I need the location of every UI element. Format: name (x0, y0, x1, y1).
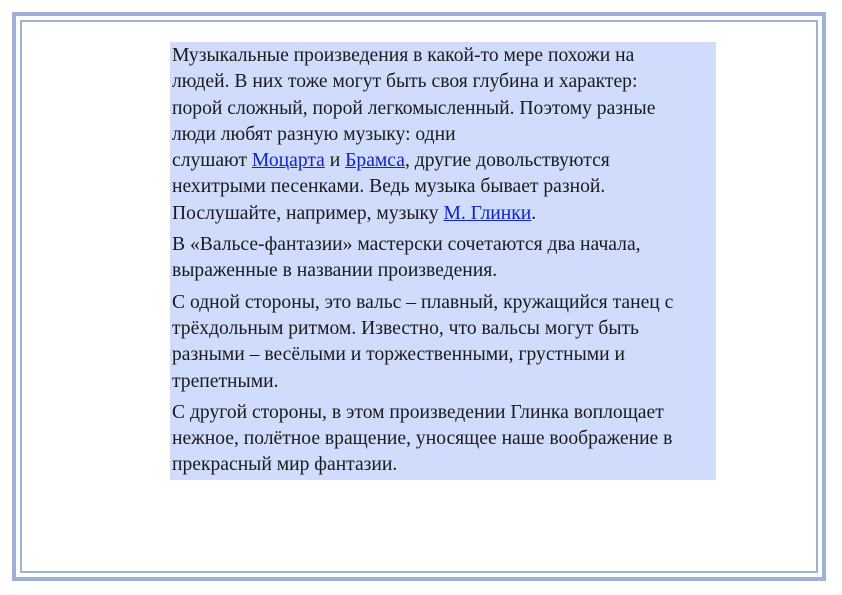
paragraph-waltz-fantasy: В «Вальсе-фантазии» мастерски сочетаются два начала, выраженные в названии произведения. (172, 234, 641, 282)
paragraph-waltz-side: С одной стороны, это вальс – плавный, кружащийся танец с трёхдольным ритмом. Известно, что вальсы могут быть разными – весёлыми и торжественными, грустными и трепетными. (172, 291, 674, 392)
intro-line-1: Музыкальные произведения в какой-то мере похожи на (172, 45, 635, 66)
intro-line-3: порой сложный, порой легкомысленный. Поэтому разные (172, 97, 656, 119)
intro-line-4: люди любят разную музыку: одни (172, 123, 456, 145)
intro-line-2: людей. В них тоже могут быть своя глубина и характер: (172, 71, 638, 93)
mozart-link[interactable]: Моцарта (251, 150, 325, 172)
glinka-link[interactable]: М. Глинки (443, 202, 532, 224)
intro-line-5-and: и (324, 150, 346, 172)
paragraph-intro (172, 43, 714, 227)
intro-line-6: нехитрыми песенками. Ведь музыка бывает разной. (172, 176, 606, 198)
intro-line-5-end: , другие довольствуются (404, 150, 610, 172)
intro-line-7-start: Послушайте, например, музыку (172, 202, 444, 224)
text-box (170, 42, 716, 480)
intro-line-5-start: слушают (172, 150, 252, 172)
intro-line-7-end: . (531, 202, 537, 224)
paragraph-fantasy-side: С другой стороны, в этом произведении Глинка воплощает нежное, полётное вращение, уносящее наше воображение в прекрасный мир фантазии. (172, 401, 673, 476)
brahms-link[interactable]: Брамса (345, 150, 405, 172)
